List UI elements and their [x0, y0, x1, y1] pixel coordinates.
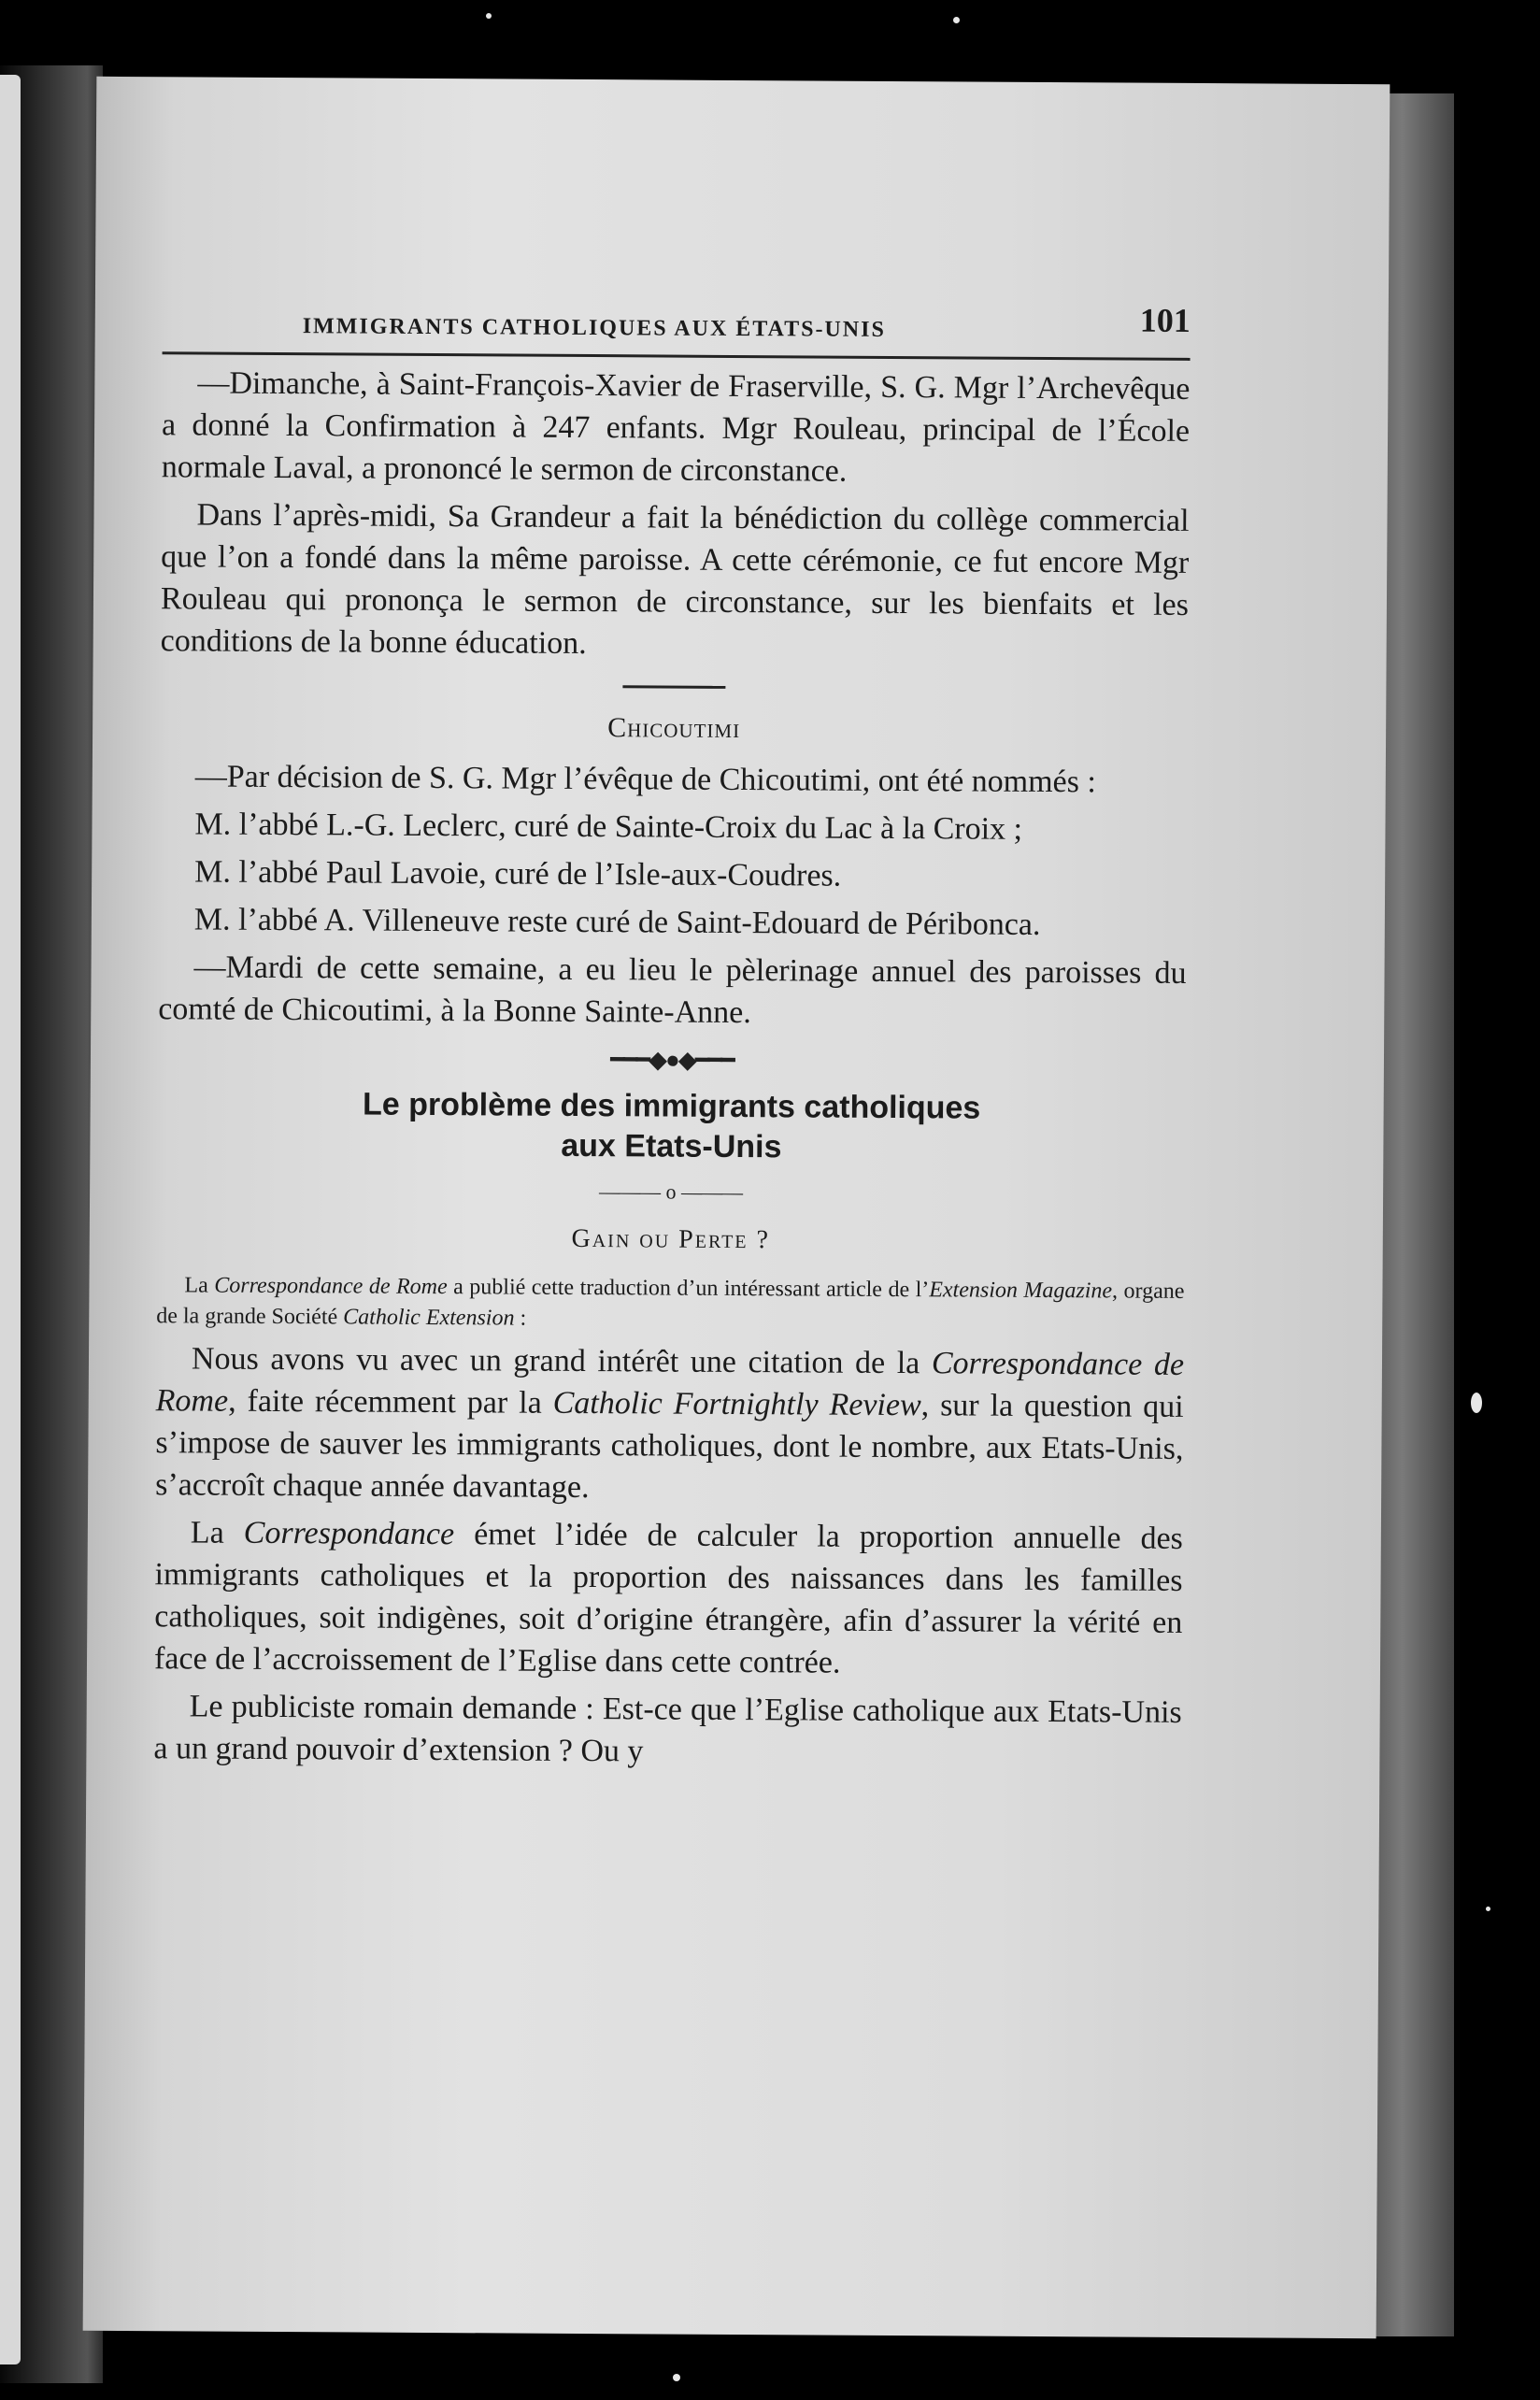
speck [486, 13, 492, 19]
intro-italic-3: Catholic Extension [343, 1305, 515, 1331]
para2-italic-1: Correspondance [243, 1515, 455, 1552]
ornament-divider: ━━━◆●◆━━━ [610, 1046, 734, 1074]
article-paragraph-1 [155, 1337, 1184, 1512]
intro-text-1: La [184, 1273, 215, 1298]
article-title [157, 1083, 1186, 1170]
paragraph-lavoie: M. l’abbé Paul Lavoie, curé de l’Isle-aux-Coudres. [194, 854, 842, 893]
intro-italic-2: Extension Magazine [929, 1278, 1113, 1304]
article-paragraph-2 [154, 1511, 1183, 1686]
paragraph-leclerc: M. l’abbé L.-G. Leclerc, curé de Sainte-Croix du Lac à la Croix ; [194, 807, 1023, 847]
para1-italic-2: Catholic Fortnightly Review [552, 1385, 921, 1423]
article-intro [156, 1270, 1184, 1338]
para1-italic-1: Correspondance de Rome [155, 1346, 1185, 1419]
article-subtitle: Gain ou Perte ? [571, 1223, 771, 1255]
speck [953, 17, 960, 23]
paragraph-villeneuve: M. l’abbé A. Villeneuve reste curé de Saint-Edouard de Péribonca. [193, 902, 1041, 942]
title-separator: ——— o ——— [599, 1179, 744, 1205]
intro-text-2: a publié cette traduction d’un intéressant article de l’ [447, 1275, 930, 1303]
paragraph-pelerinage: —Mardi de cette semaine, a eu lieu le pèlerinage annuel des paroisses du comté de Chicoutimi, à la Bonne Sainte-Anne. [158, 950, 1187, 1031]
para1-text-3: , sur la question qui s’impose de sauver les immigrants catholiques, dont le nombre, aux Etats-Unis, s’accroît chaque année davantage. [155, 1388, 1184, 1506]
paragraph-nominations: —Par décision de S. G. Mgr l’évêque de Chicoutimi, ont été nommés : [194, 759, 1097, 800]
article-paragraph-3: Le publiciste romain demande : Est-ce que l’Eglise catholique aux Etats-Unis a un grand pouvoir d’extension ? Ou y [153, 1689, 1182, 1769]
book-page [83, 77, 1390, 2338]
paragraph-fraserville: —Dimanche, à Saint-François-Xavier de Fraserville, S. G. Mgr l’Archevêque a donné la Confirmation à 247 enfants. Mgr Rouleau, principal de l’École normale Laval, a prononcé le sermon de circonstance. [161, 365, 1191, 489]
section-divider [622, 685, 725, 689]
speck [673, 2374, 680, 2381]
intro-italic-1: Correspondance de Rome [214, 1273, 448, 1300]
page-number: 101 [1139, 301, 1191, 339]
running-header [163, 293, 1191, 354]
page-content [153, 293, 1191, 1781]
article-title-line1: Le problème des immigrants catholiques [362, 1086, 981, 1126]
speck [1471, 1393, 1482, 1413]
para1-text-2: , faite récemment par la [228, 1383, 553, 1421]
left-page-edge [0, 75, 21, 2364]
intro-text-4: : [514, 1306, 527, 1331]
para1-text-1: Nous avons vu avec un grand intérêt une citation de la [191, 1341, 933, 1381]
paragraph-college: Dans l’après-midi, Sa Grandeur a fait la bénédiction du collège commercial que l’on a fondé dans la même paroisse. A cette cérémonie, ce fut encore Mgr Rouleau qui prononça le sermon de circonstance, sur les bienfaits et les conditions de la bonne éducation. [160, 497, 1190, 662]
section-heading-chicoutimi: Chicoutimi [607, 712, 741, 745]
para2-text-2: émet l’idée de calculer la proportion annuelle des immigrants catholiques et la proportion des naissances dans les familles catholiques, soit indigènes, soit d’origine étrangère, afin d’assurer la vérité en face de l’accroissement de l’Eglise dans cette contrée. [153, 1517, 1183, 1680]
speck [1486, 1907, 1490, 1911]
article-title-line2: aux Etats-Unis [561, 1127, 782, 1165]
para2-text-1: La [190, 1515, 244, 1550]
running-title: IMMIGRANTS CATHOLIQUES AUX ÉTATS-UNIS [302, 314, 886, 342]
intro-text-3: , organe de la grande Société [156, 1279, 1185, 1330]
